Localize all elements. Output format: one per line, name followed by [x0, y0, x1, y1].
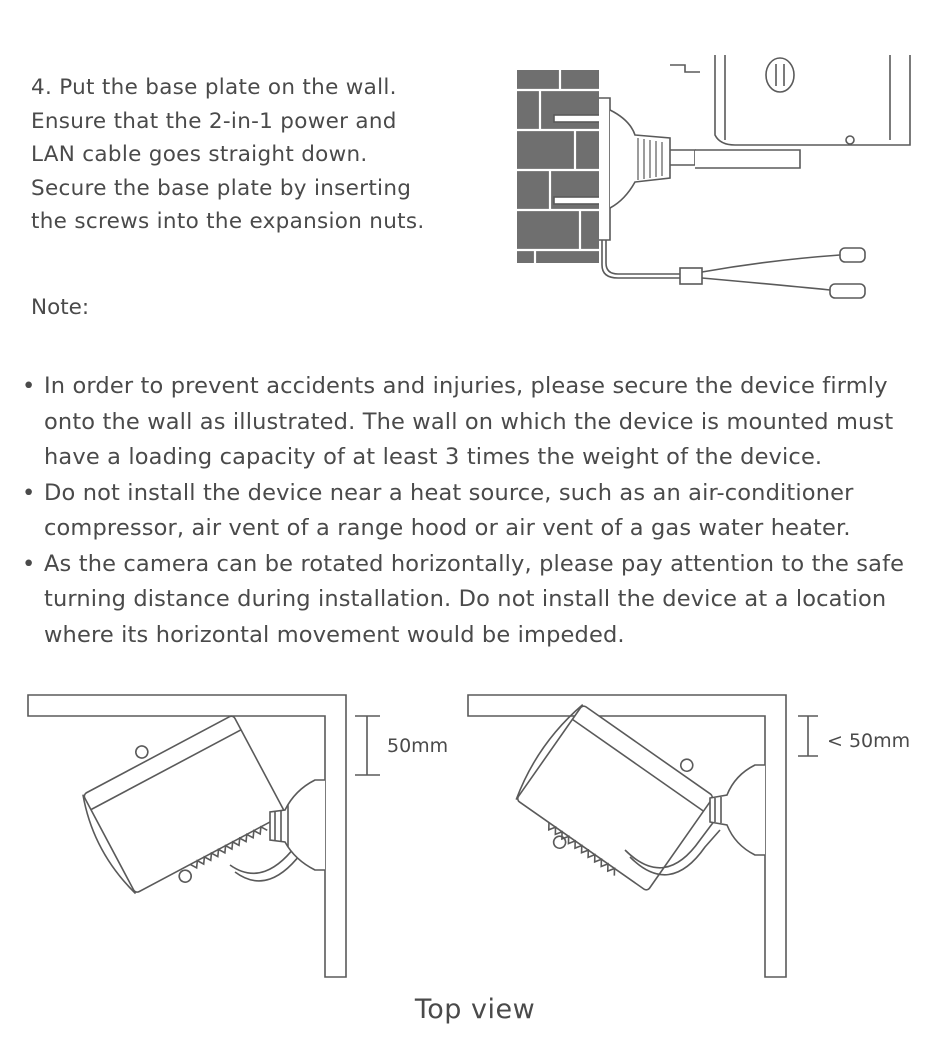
brick-wall: [517, 70, 599, 263]
note-line: Do not install the device near a heat source, such as an air-conditioner: [44, 479, 854, 506]
note-line: onto the wall as illustrated. The wall on which the device is mounted must: [44, 408, 894, 435]
top-view-diagram-left: [25, 690, 465, 985]
dimension-label: 50mm: [387, 735, 449, 757]
top-view-diagram-right: [465, 690, 925, 985]
step-line: LAN cable goes straight down.: [31, 142, 368, 167]
expansion-nut-top: [554, 115, 602, 122]
note-line: where its horizontal movement would be impeded.: [44, 621, 625, 648]
diagram-caption: Top view: [414, 994, 536, 1025]
step-instruction: [31, 71, 471, 239]
list-item: [22, 369, 922, 476]
bullet: •: [22, 373, 36, 399]
power-connector: [830, 284, 865, 298]
note-line: In order to prevent accidents and injuries, please secure the device firmly: [44, 373, 888, 399]
note-label: Note:: [31, 295, 90, 320]
note-line: As the camera can be rotated horizontally, please pay attention to the safe: [44, 550, 905, 577]
step-line: the screws into the expansion nuts.: [31, 209, 425, 234]
note-line: have a loading capacity of at least 3 times the weight of the device.: [44, 444, 823, 470]
notes-list: [22, 369, 922, 653]
bullet: •: [22, 479, 36, 506]
note-line: compressor, air vent of a range hood or air vent of a gas water heater.: [44, 515, 851, 541]
power-lan-cable: [602, 240, 680, 278]
note-line: turning distance during installation. Do not install the device at a location: [44, 586, 887, 612]
expansion-nut-bottom: [554, 197, 602, 204]
step-line: Ensure that the 2-in-1 power and: [31, 108, 397, 134]
step-line: Secure the base plate by inserting: [31, 175, 412, 201]
camera-body: [715, 55, 910, 145]
base-plate: [599, 98, 610, 240]
step-line: 4. Put the base plate on the wall.: [31, 75, 397, 100]
dimension-label: < 50mm: [827, 730, 911, 752]
list-item: [22, 476, 922, 547]
list-item: [22, 547, 922, 654]
wall-mount-illustration: [510, 50, 930, 310]
bullet: •: [22, 550, 36, 577]
lan-connector: [840, 248, 865, 262]
